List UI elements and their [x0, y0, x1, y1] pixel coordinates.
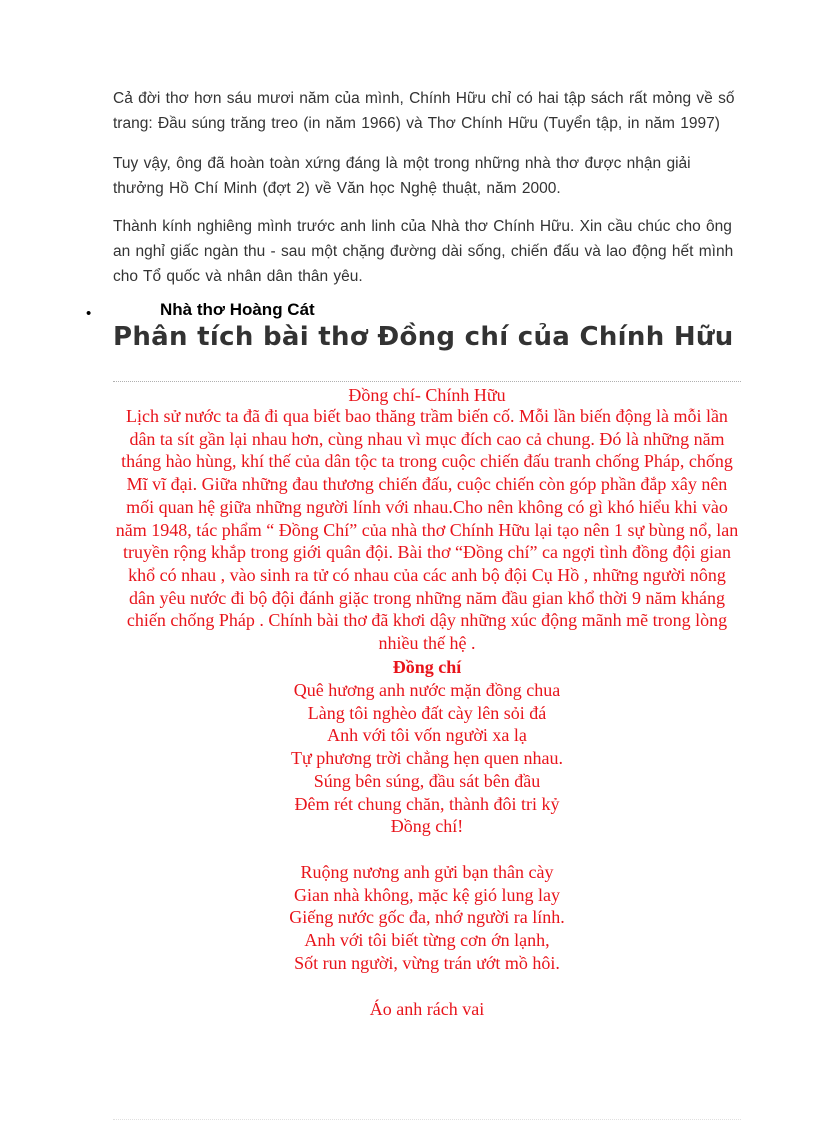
poem-line: Súng bên súng, đầu sát bên đầu [313, 770, 541, 791]
article-essay: Lịch sử nước ta đã đi qua biết bao thăng trầm biến cố. Mỗi lần biến động là mỗi lần dân ta sít gần lại nhau hơn, cùng nhau vì mục đích cao cả chung. Đó là những năm tháng hào hùng, khí thế của dân tộc ta trong cuộc chiến đấu tranh chống Pháp, chống Mĩ vĩ đại. Giữa những đau thương chiến đấu, cuộc chiến còn góp phần đắp xây nên mối quan hệ giữa những người lính với nhau.Cho nên không có gì khó hiểu khi vào năm 1948, tác phẩm “ Đồng Chí” của nhà thơ Chính Hữu lại tạo nên 1 sự bùng nổ, lan truyền rộng khắp trong giới quân đội. Bài thơ “Đồng chí” ca ngợi tình đồng đội gian khổ có nhau , vào sinh ra tử có nhau của các anh bộ đội Cụ Hồ , những người nông dân yêu nước đi bộ đội đánh giặc trong những năm đầu gian khổ thời 9 năm kháng chiến chống Pháp . Chính bài thơ đã khơi dậy những xúc động mãnh mẽ trong lòng nhiều thế hệ . [115, 406, 739, 654]
author-name: Nhà thơ Hoàng Cát [160, 300, 315, 319]
poem-stanza-2 [113, 861, 741, 975]
poem-line: Ruộng nương anh gửi bạn thân cày [300, 862, 554, 882]
poem-stanza-3 [113, 998, 741, 1021]
poem-line: Giếng nước gốc đa, nhớ người ra lính. [289, 907, 565, 928]
poem-line: Đồng chí! [390, 816, 464, 837]
poem-line: Sốt run người, vừng trán ướt mồ hôi. [294, 952, 560, 973]
poem-stanza-1 [113, 679, 741, 838]
poem-line: Quê hương anh nước mặn đồng chua [293, 680, 561, 700]
poem-line: Làng tôi nghèo đất cày lên sỏi đá [307, 702, 547, 723]
poem-line: Gian nhà không, mặc kệ gió lung lay [294, 884, 560, 905]
article-subtitle: Đồng chí- Chính Hữu [348, 385, 506, 405]
poem-line: Đêm rét chung chăn, thành đôi tri kỷ [294, 793, 560, 814]
title-divider [113, 381, 741, 382]
page-bottom-divider [113, 1119, 741, 1120]
bullet-icon: • [86, 305, 92, 322]
poem-line: Tự phương trời chẳng hẹn quen nhau. [291, 748, 563, 769]
intro-paragraph-2: Tuy vậy, ông đã hoàn toàn xứng đáng là một trong những nhà thơ được nhận giải thưởng Hồ Chí Minh (đợt 2) về Văn học Nghệ thuật, năm 2000. [113, 155, 691, 197]
intro-paragraph-3: Thành kính nghiêng mình trước anh linh của Nhà thơ Chính Hữu. Xin cầu chúc cho ông an nghỉ giấc ngàn thu - sau một chặng đường dài sống, chiến đấu và lao động hết mình cho Tổ quốc và nhân dân thân yêu. [113, 218, 734, 285]
poem-line: Anh với tôi vốn người xa lạ [327, 725, 527, 746]
intro-paragraph-1: Cả đời thơ hơn sáu mươi năm của mình, Chính Hữu chỉ có hai tập sách rất mỏng về số trang: Đầu súng trăng treo (in năm 1966) và Thơ Chính Hữu (Tuyển tập, in năm 1997) [113, 90, 735, 132]
poem-line: Anh với tôi biết từng cơn ớn lạnh, [304, 930, 550, 951]
article-title: Phân tích bài thơ Đồng chí của Chính Hữu [113, 322, 734, 352]
poem-title: Đồng chí [392, 657, 462, 677]
poem-line: Áo anh rách vai [369, 999, 485, 1019]
